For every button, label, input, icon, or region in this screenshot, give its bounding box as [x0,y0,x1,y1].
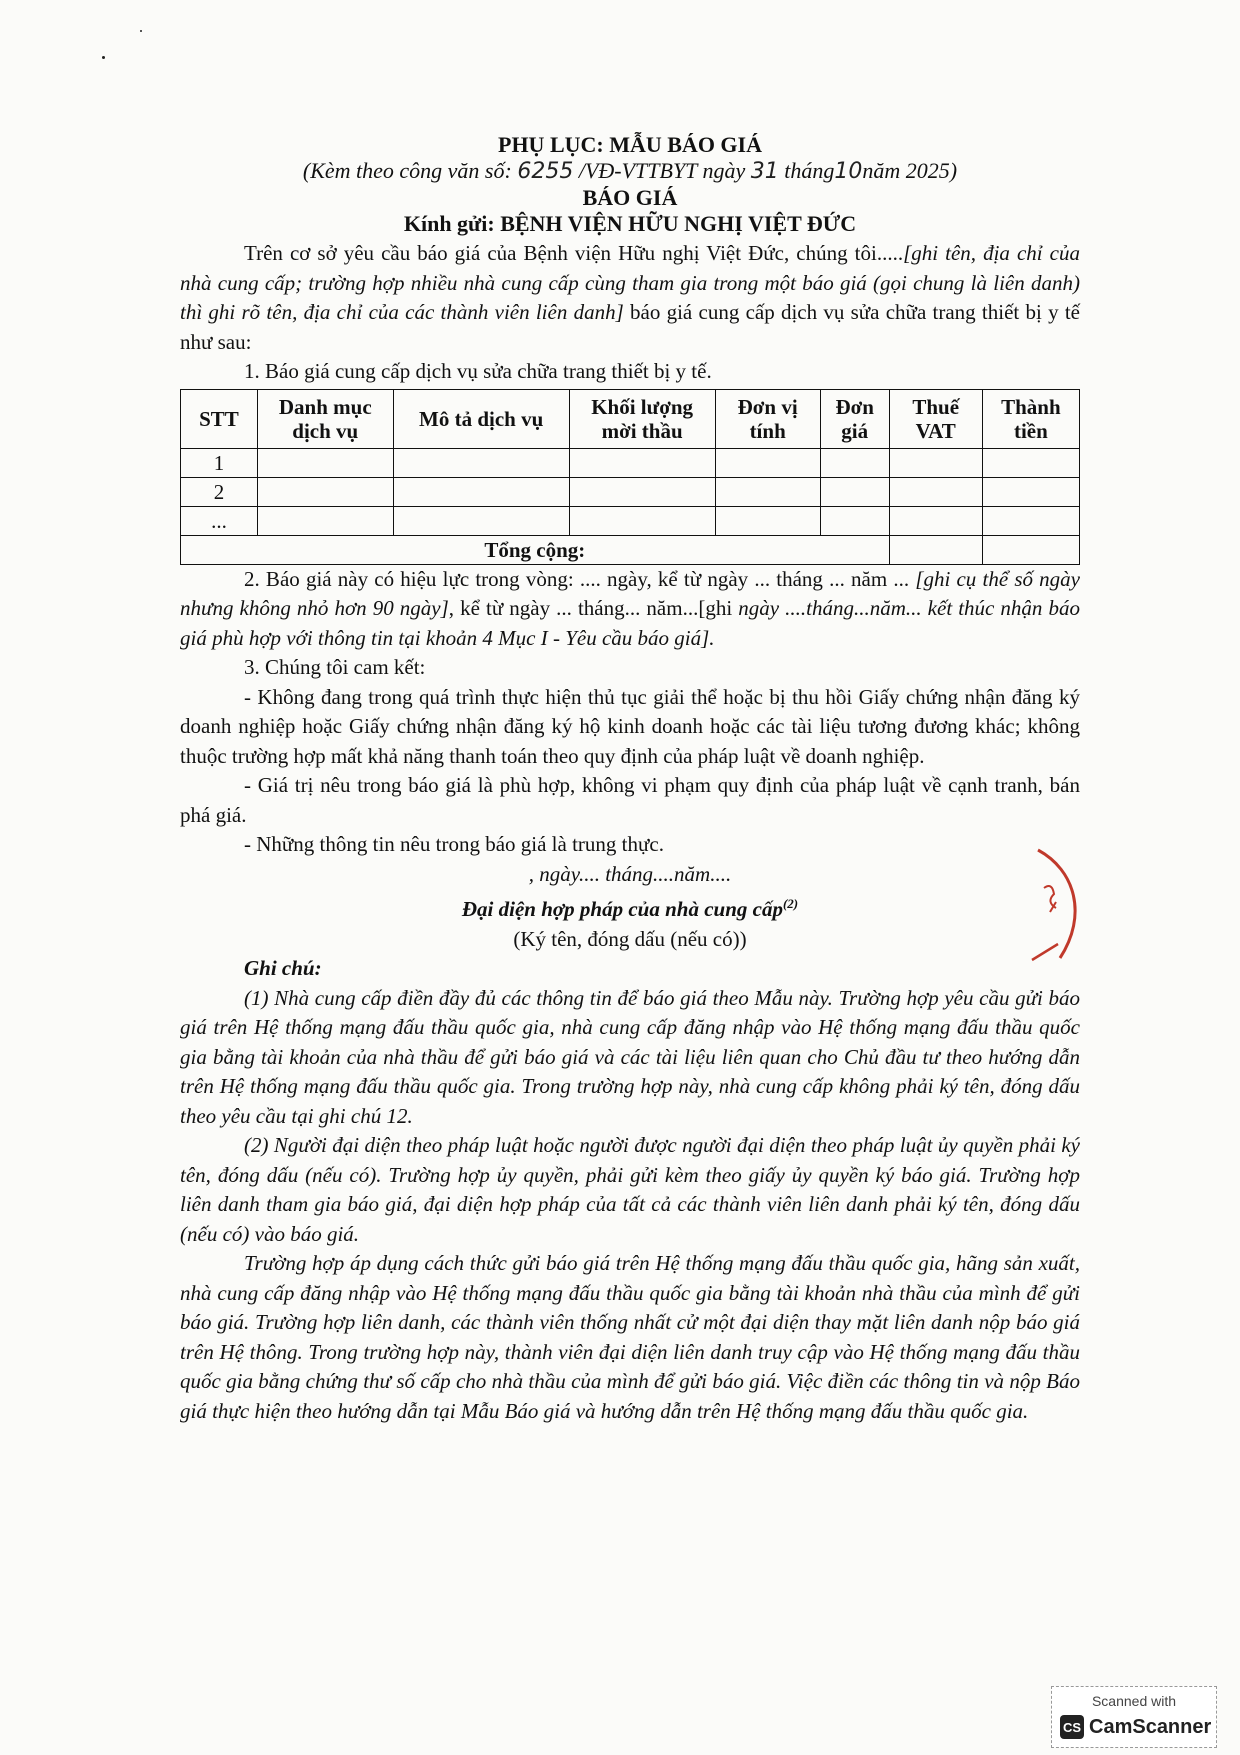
table-cell [820,506,889,535]
header-unit-price: Đơn giá [820,389,889,448]
notes-section [180,954,1080,1426]
document-page [180,132,1080,1426]
table-cell [569,448,715,477]
section-2-text-d: ngày ....tháng...năm... kết thúc nhận báo giá phù hợp với thông tin tại khoản 4 Mục I - Yêu cầu báo giá]. [180,596,1080,650]
header-vat: Thuế VAT [889,389,982,448]
table-row [181,477,1080,506]
recipient-line: Kính gửi: BỆNH VIỆN HỮU NGHỊ VIỆT ĐỨC [403,211,857,236]
header-service-category: Danh mục dịch vụ [257,389,393,448]
signature-representative [180,889,1080,925]
table-cell [257,477,393,506]
signature-date-line: , ngày.... tháng....năm.... [528,861,732,886]
table-cell [715,506,820,535]
reference-month: 10 [834,159,863,184]
header-unit: Đơn vị tính [715,389,820,448]
table-cell [820,448,889,477]
table-row [181,448,1080,477]
table-cell [982,477,1079,506]
section-2-paragraph [180,565,1080,654]
section-2-text-a: 2. Báo giá này có hiệu lực trong vòng: .... ngày, kể từ ngày ... tháng ... năm ... [244,566,916,591]
table-cell [889,477,982,506]
reference-mid: /VĐ-VTTBYT ngày [578,158,746,183]
header-amount: Thành tiền [982,389,1079,448]
commitment-item: - Không đang trong quá trình thực hiện thủ tục giải thể hoặc bị thu hồi Giấy chứng nhận đăng ký doanh nghiệp hoặc Giấy chứng nhận đăng ký hộ kinh doanh hoặc các tài liệu tương đương khác; không thuộc trường hợp mất khả năng thanh toán theo quy định của pháp luật về doanh nghiệp. [180,684,1080,768]
table-cell [715,448,820,477]
table-cell [393,448,569,477]
representative-label: Đại diện hợp pháp của nhà cung cấp [461,897,783,921]
table-cell [889,506,982,535]
scan-speck [102,56,105,59]
commitment-item: - Giá trị nêu trong báo giá là phù hợp, không vi phạm quy định của pháp luật về cạnh tranh, bán phá giá. [180,773,1080,827]
table-cell [257,506,393,535]
reference-prefix: (Kèm theo công văn số: [302,158,512,183]
table-cell [393,477,569,506]
section-2-text-b: [ghi cụ thể số ngày nhưng không nhỏ hơn 90 ngày] [180,566,1080,620]
reference-line [180,158,1080,185]
reference-day: 31 [750,159,779,184]
table-cell [569,477,715,506]
table-cell [820,477,889,506]
intro-text-c: báo giá cung cấp dịch vụ sửa chữa trang thiết bị y tế như sau: [180,300,1080,354]
table-row [181,506,1080,535]
table-cell [982,506,1079,535]
appendix-title: PHỤ LỤC: MẪU BÁO GIÁ [498,132,762,157]
row-number: ... [181,506,258,535]
watermark-scanned-with: Scanned with [1091,1693,1177,1709]
quote-table [180,389,1080,565]
representative-footnote: (2) [782,896,799,911]
intro-text-a: Trên cơ sở yêu cầu báo giá của Bệnh viện Hữu nghị Việt Đức, chúng tôi..... [244,241,904,265]
table-cell [889,535,982,564]
table-total-row [181,535,1080,564]
table-header-row [181,389,1080,448]
camscanner-logo-icon: CS [1060,1715,1084,1739]
table-cell [982,535,1079,564]
reference-number: 6255 [517,159,574,184]
notes-heading: Ghi chú: [244,956,322,980]
signature-block [180,860,1080,955]
row-number: 1 [181,448,258,477]
signature-note: (Ký tên, đóng dấu (nếu có)) [513,926,747,951]
reference-month-label: tháng [784,158,835,183]
scan-speck [140,30,142,32]
section-3-heading: 3. Chúng tôi cam kết: [244,655,426,679]
header-quantity: Khối lượng mời thầu [569,389,715,448]
table-cell [393,506,569,535]
table-cell [569,506,715,535]
document-title: BÁO GIÁ [582,185,678,210]
stamp-mark-icon [1030,840,1090,970]
table-cell [257,448,393,477]
total-label: Tổng cộng: [181,535,890,564]
section-1-heading: 1. Báo giá cung cấp dịch vụ sửa chữa trang thiết bị y tế. [244,359,712,383]
watermark-name: CamScanner [1089,1715,1212,1738]
header-service-description: Mô tả dịch vụ [393,389,569,448]
reference-suffix: năm 2025) [862,158,958,183]
table-cell [715,477,820,506]
header-stt: STT [181,389,258,448]
camscanner-watermark [1051,1686,1217,1748]
intro-paragraph [180,239,1080,357]
table-cell [982,448,1079,477]
intro-text-b: [ghi tên, địa chỉ của nhà cung cấp; trường hợp nhiều nhà cung cấp cùng tham gia trong một báo giá (gọi chung là liên danh) thì ghi rõ tên, địa chỉ của các thành viên liên danh] [180,241,1080,324]
table-cell [889,448,982,477]
watermark-brand [1060,1715,1211,1739]
commitment-item: - Những thông tin nêu trong báo giá là trung thực. [244,832,664,856]
row-number: 2 [181,477,258,506]
note-paragraph: Trường hợp áp dụng cách thức gửi báo giá trên Hệ thống mạng đấu thầu quốc gia, hãng sản xuất, nhà cung cấp đăng nhập vào Hệ thống mạng đấu thầu quốc gia bằng tài khoản nhà thầu của mình để gửi báo giá. Trường hợp liên danh, các thành viên thống nhất cử một đại diện thay mặt liên danh nộp báo giá trên Hệ thông. Trong trường hợp này, thành viên đại diện liên danh truy cập vào Hệ thống mạng đấu thầu quốc gia bằng chứng thư số cấp cho nhà thầu của mình để gửi báo giá. Việc điền các thông tin và nộp Báo giá thực hiện theo hướng dẫn tại Mẫu Báo giá và hướng dẫn trên Hệ thống mạng đấu thầu quốc gia. [180,1251,1080,1423]
note-paragraph: (2) Người đại diện theo pháp luật hoặc người được người đại diện theo pháp luật ủy quyền phải ký tên, đóng dấu (nếu có). Trường hợp ủy quyền, phải gửi kèm theo giấy ủy quyền ký báo giá. Trường hợp liên danh tham gia báo giá, đại diện hợp pháp của tất cả các thành viên liên danh phải ký tên, đóng dấu (nếu có) vào báo giá. [180,1133,1080,1246]
note-paragraph: (1) Nhà cung cấp điền đầy đủ các thông tin để báo giá theo Mẫu này. Trường hợp yêu cầu gửi báo giá trên Hệ thống mạng đấu thầu quốc gia, nhà cung cấp đăng nhập vào Hệ thống mạng đấu thầu quốc gia bằng tài khoản của nhà thầu để gửi báo giá và các tài liệu liên quan cho Chủ đầu tư theo hướng dẫn trên Hệ thống mạng đấu thầu quốc gia. Trong trường hợp này, nhà cung cấp không phải ký tên, đóng dấu theo yêu cầu tại ghi chú 12. [180,985,1080,1128]
section-2-text-c: , kể từ ngày ... tháng... năm...[ghi [448,596,739,620]
